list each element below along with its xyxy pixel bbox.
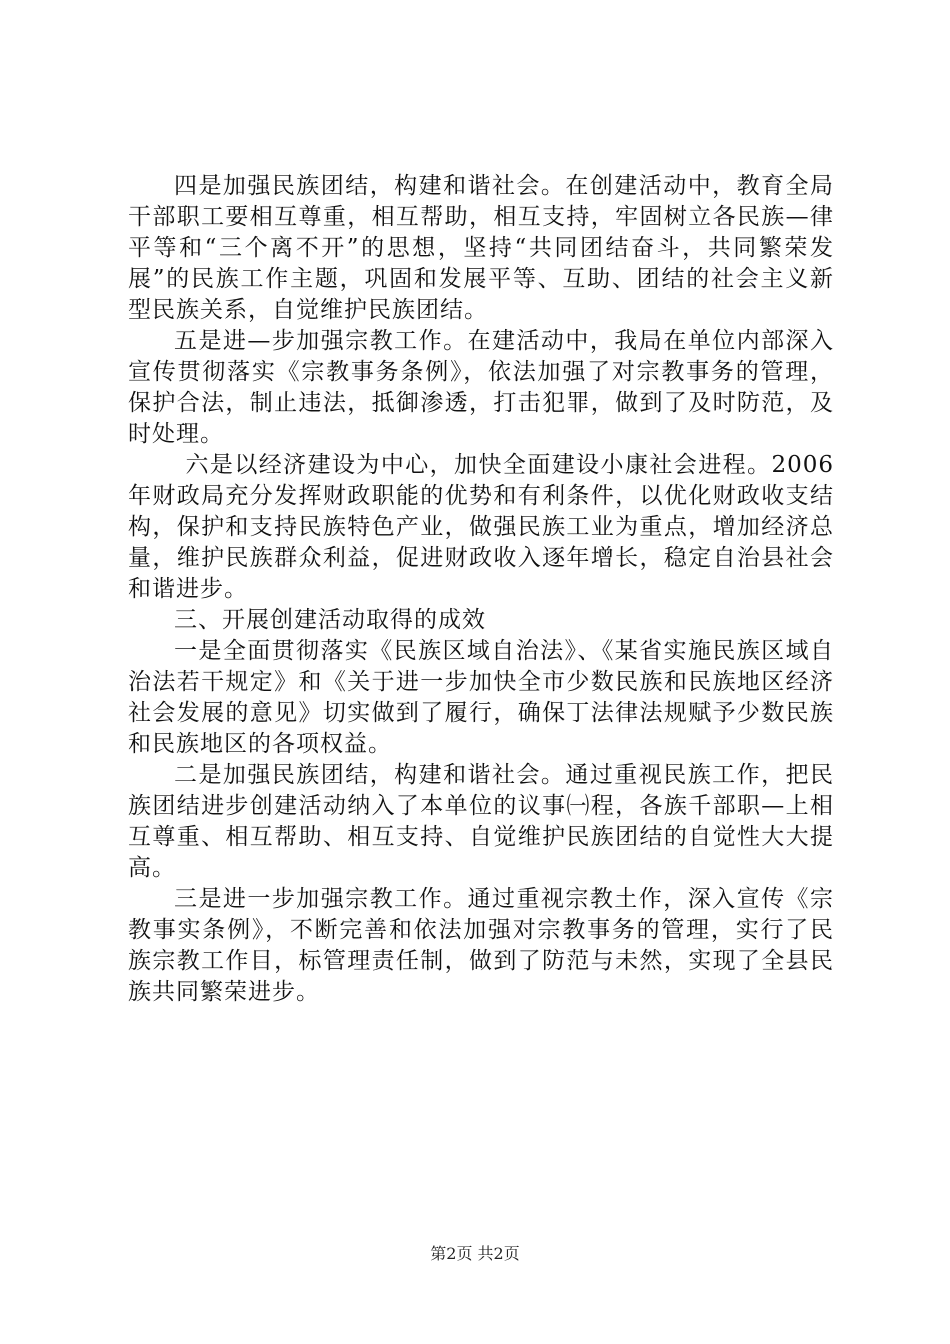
paragraph-6: 三是进一步加强宗教工作。通过重视宗教土作，深入宣传《宗教事实条例》，不断完善和依法加强对宗教事务的管理，实行了民族宗教工作目，标管理责任制，做到了防范与未然，实现了全县民族共同繁荣进步。 (128, 886, 834, 1005)
page-number-footer: 第2页 共2页 (430, 1244, 520, 1263)
paragraph-3: 六是以经济建设为中心，加快全面建设小康社会进程。2006年财政局充分发挥财政职能的优势和有利条件，以优化财政收支结构，保护和支持民族特色产业，做强民族工业为重点，增加经济总量，维护民族群众利益，促进财政收入逐年增长，稳定自治县社会和谐进步。 (128, 452, 834, 602)
paragraph-1: 四是加强民族团结，构建和谐社会。在创建活动中，教育全局干部职工要相互尊重，相互帮助，相互支持，牢固树立各民族—律平等和“三个离不开”的思想，坚持“共同团结奋斗，共同繁荣发展”的民族工作主题，巩固和发展平等、互助、团结的社会主义新型民族关系，自觉维护民族团结。 (128, 173, 834, 323)
paragraph-5: 二是加强民族团结，构建和谐社会。通过重视民族工作，把民族团结进步创建活动纳入了本单位的议事㈠程，各族千部职—上相互尊重、相互帮助、相互支持、自觉维护民族团结的自觉性大大提高。 (128, 762, 834, 881)
paragraph-4: 一是全面贯彻落实《民族区域自治法》、《某省实施民族区域自治法若干规定》和《关于进一步加快全市少数民族和民族地区经济社会发展的意见》切实做到了履行，确保丁法律法规赋予少数民族和民族地区的各项权益。 (128, 638, 834, 757)
document-body (128, 171, 834, 1008)
section-heading: 三、开展创建活动取得的成效 (174, 607, 486, 633)
paragraph-2: 五是进—步加强宗教工作。在建活动中，我局在单位内部深入宣传贯彻落实《宗教事务条例》，依法加强了对宗教事务的管理，保护合法，制止违法，抵御渗透，打击犯罪，做到了及时防范，及时处理。 (128, 328, 834, 447)
